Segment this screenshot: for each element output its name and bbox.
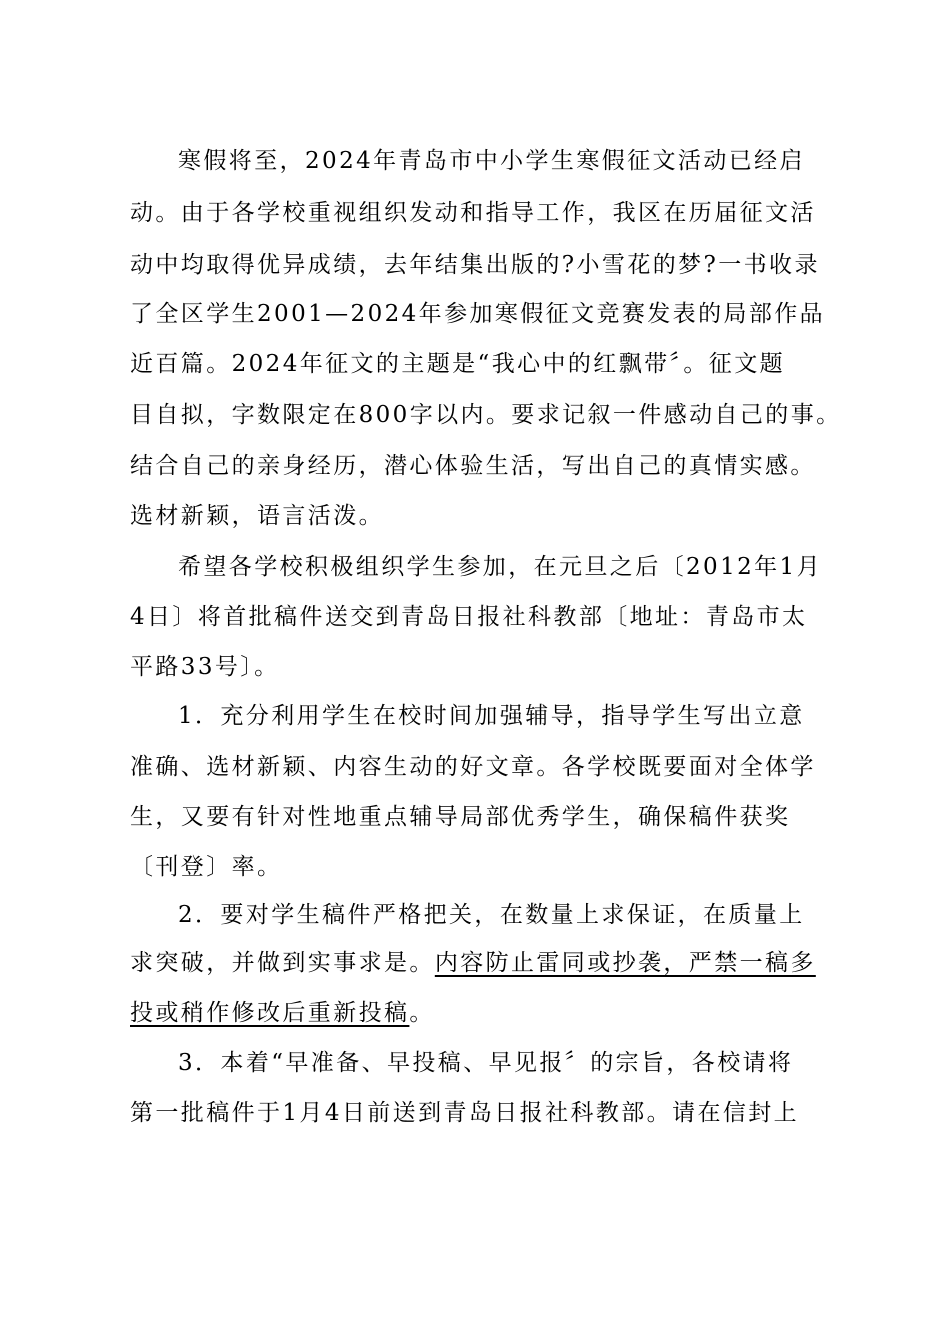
text-line: 生，又要有针对性地重点辅导局部优秀学生，确保稿件获奖 xyxy=(130,804,791,830)
underlined-text: 内容防止雷同或抄袭，严禁一稿多 xyxy=(434,950,816,976)
text-line: 第一批稿件于1月4日前送到青岛日报社科教部。请在信封上 xyxy=(130,1100,800,1126)
text-line: 目自拟，字数限定在800字以内。要求记叙一件感动自己的事。 xyxy=(130,402,842,428)
text-line: 选材新颖，语言活泼。 xyxy=(130,503,384,529)
text-line: 结合自己的亲身经历，潜心体验生活，写出自己的真情实感。 xyxy=(130,453,816,479)
text-line: 平路33号〕。 xyxy=(130,654,280,680)
text-line: 4日〕将首批稿件送交到青岛日报社科教部〔地址：青岛市太 xyxy=(130,604,808,630)
text-line: 希望各学校积极组织学生参加，在元旦之后〔2012年1月 xyxy=(178,554,822,580)
text-line xyxy=(130,946,816,980)
text-line: 2．要对学生稿件严格把关，在数量上求保证，在质量上 xyxy=(178,902,805,928)
underlined-text: 投或稍作修改后重新投稿 xyxy=(130,1000,410,1026)
text-line: 1．充分利用学生在校时间加强辅导，指导学生写出立意 xyxy=(178,703,805,729)
text-segment: 求突破，并做到实事求是。 xyxy=(130,950,435,976)
text-segment: 。 xyxy=(409,1000,435,1026)
text-line: 3．本着“早准备、早投稿、早见报〞的宗旨，各校请将 xyxy=(178,1050,794,1076)
text-line: 近百篇。2024年征文的主题是“我心中的红飘带〞。征文题 xyxy=(130,351,785,377)
text-line: 准确、选材新颖、内容生动的好文章。各学校既要面对全体学 xyxy=(130,754,816,780)
text-line: 〔刊登〕率。 xyxy=(130,854,283,880)
text-line: 寒假将至，2024年青岛市中小学生寒假征文活动已经启 xyxy=(178,148,805,174)
text-line: 动。由于各学校重视组织发动和指导工作，我区在历届征文活 xyxy=(130,200,816,226)
text-line xyxy=(130,996,435,1030)
text-line: 动中均取得优异成绩，去年结集出版的?小雪花的梦?一书收录 xyxy=(130,252,820,278)
text-line: 了全区学生2001—2024年参加寒假征文竞赛发表的局部作品 xyxy=(130,301,826,327)
